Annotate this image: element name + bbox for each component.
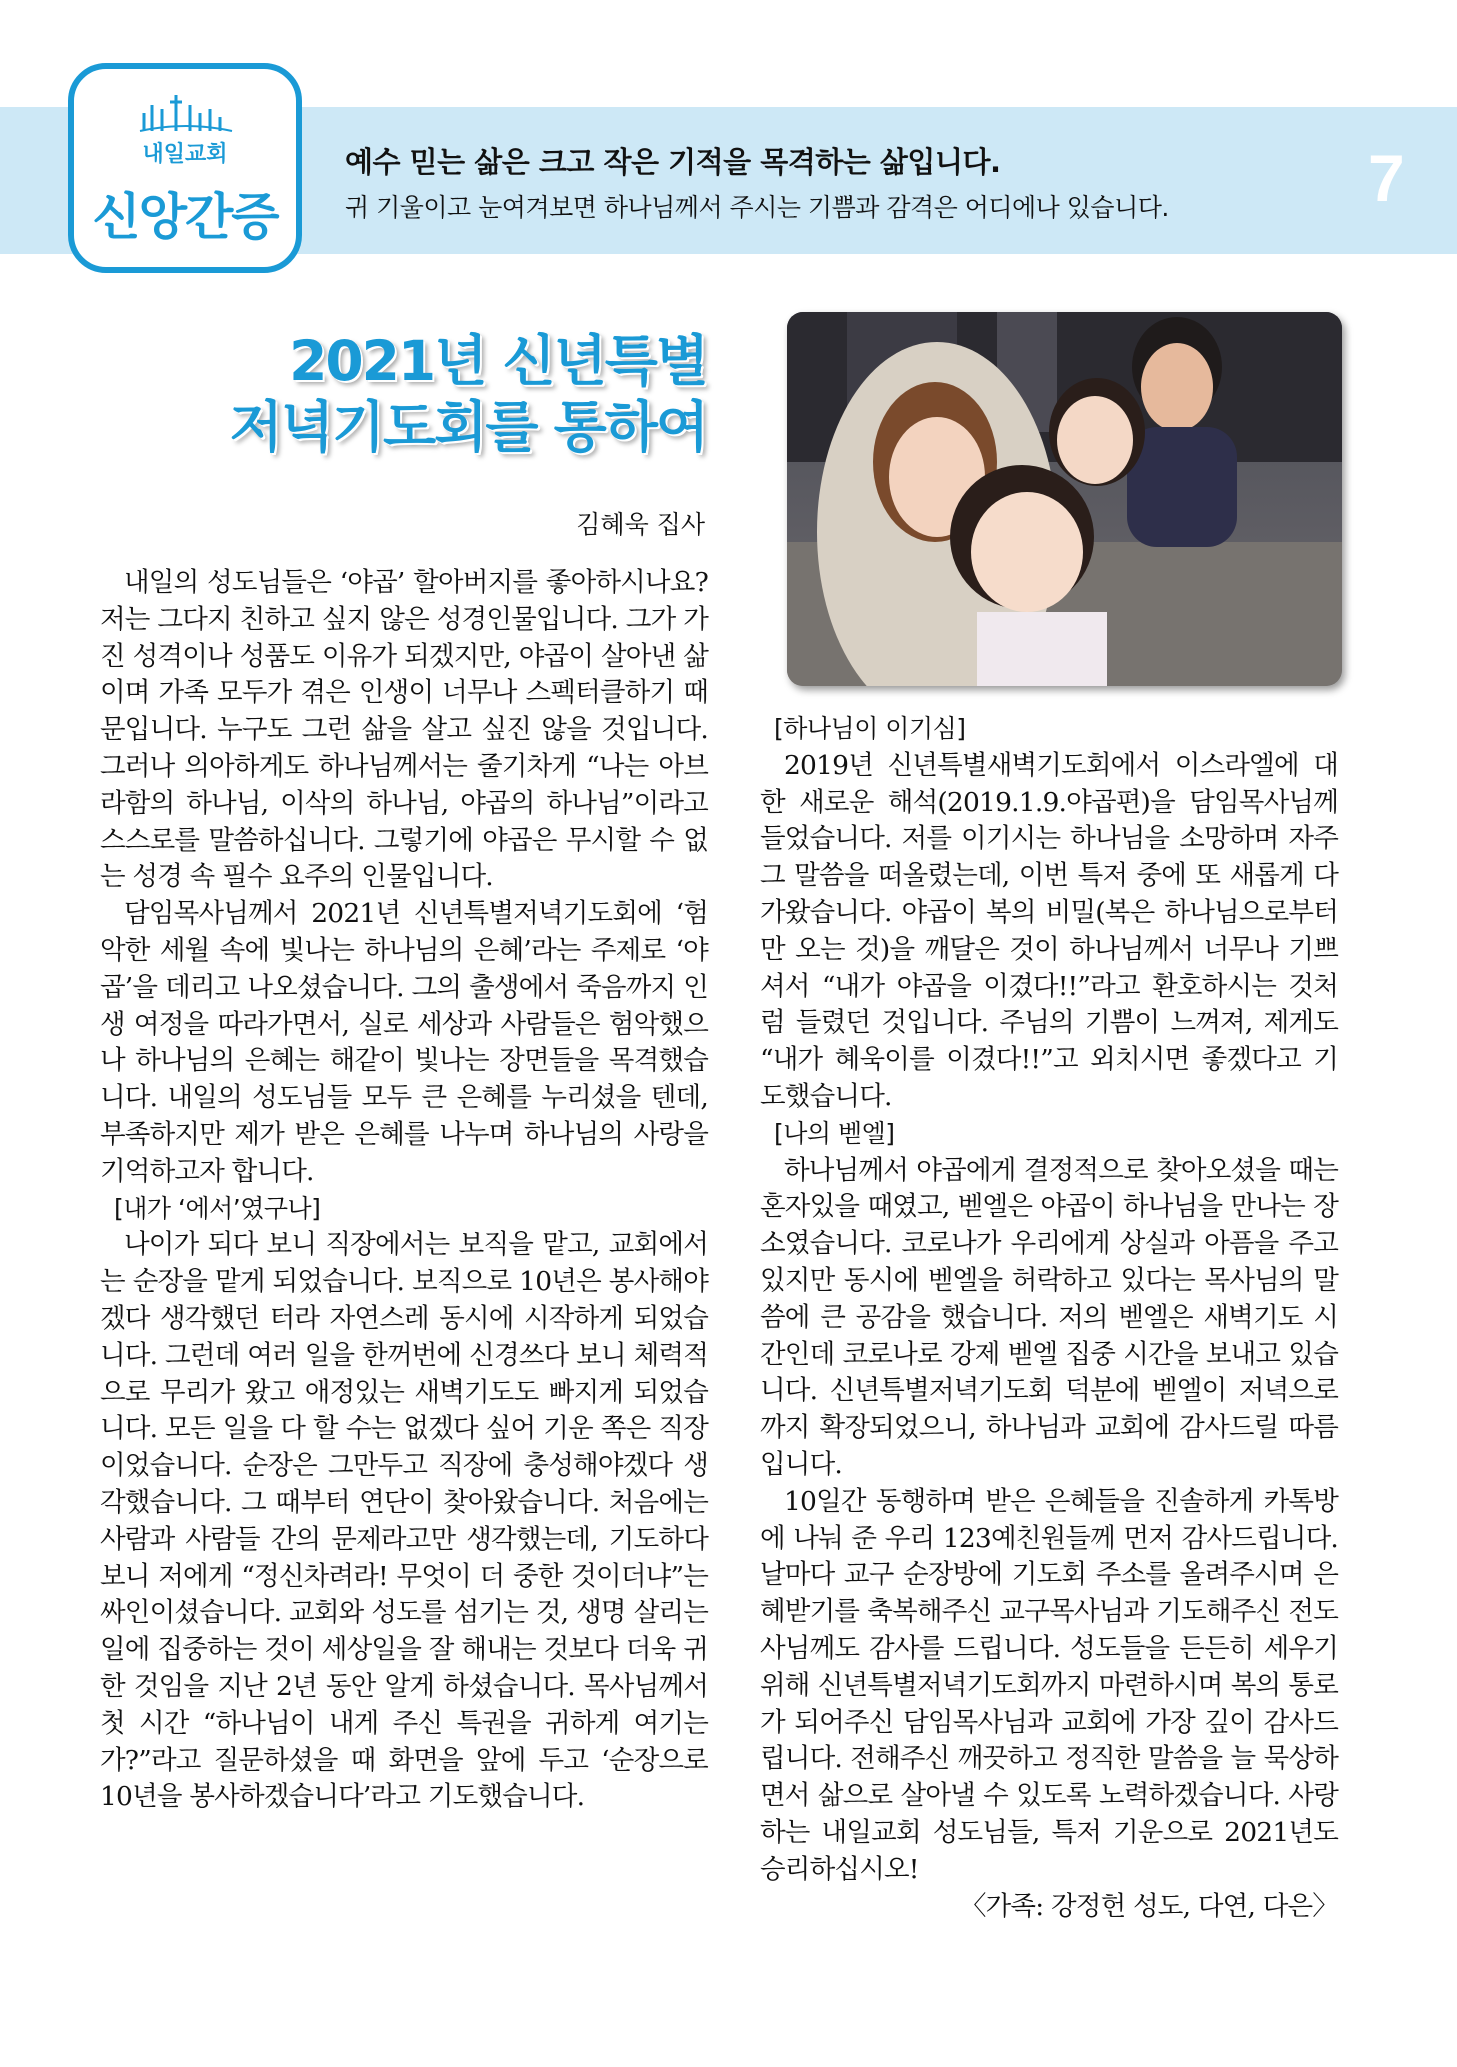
- article-title-line1: 2021년 신년특별: [289, 329, 707, 393]
- paragraph: 10일간 동행하며 받은 은혜들을 진솔하게 카톡방에 나눠 준 우리 123예친원들께 먼저 감사드립니다. 날마다 교구 순장방에 기도회 주소를 올려주시며 은혜받기를 축복해주신 교구목사님과 기도해주신 전도사님께도 감사를 드립니다. 성도들을 든든히 세우기 위해 신년특별저녁기도회까지 마련하시며 복의 통로가 되어주신 담임목사님과 교회에 가장 깊이 감사드립니다. 전해주신 깨끗하고 정직한 말씀을 늘 묵상하면서 삶으로 살아낼 수 있도록 노력하겠습니다. 사랑하는 내일교회 성도님들, 특저 기운으로 2021년도 승리하십시오!: [760, 1485, 1338, 1885]
- section-label: 신앙간증: [92, 188, 278, 246]
- article-author: 김혜욱 집사: [576, 510, 705, 539]
- subheading: [내가 ‘에서’였구나]: [114, 1193, 321, 1223]
- paragraph: 2019년 신년특별새벽기도회에서 이스라엘에 대한 새로운 해석(2019.1.9.야곱편)을 담임목사님께 들었습니다. 저를 이기시는 하나님을 소망하며 자주 그 말씀을 떠올렸는데, 이번 특저 중에 또 새롭게 다가왔습니다. 야곱이 복의 비밀(복은 하나님으로부터만 오는 것)을 깨달은 것이 하나님께서 너무나 기쁘셔서 “내가 야곱을 이겼다!!”라고 환호하시는 것처럼 들렸던 것입니다. 주님의 기쁨이 느껴져, 제게도 “내가 혜욱이를 이겼다!!”고 외치시면 좋겠다고 기도했습니다.: [760, 749, 1338, 1112]
- church-skyline-icon: [136, 91, 236, 135]
- page-number: 7: [1368, 141, 1405, 215]
- article-title-line2: 저녁기도회를 통하여: [229, 395, 707, 459]
- subheading: [나의 벧엘]: [774, 1118, 895, 1148]
- church-name: 내일교회: [142, 141, 228, 166]
- paragraph: 나이가 되다 보니 직장에서는 보직을 맡고, 교회에서는 순장을 맡게 되었습니다. 보직으로 10년은 봉사해야겠다 생각했던 터라 자연스레 동시에 시작하게 되었습니다. 그런데 여러 일을 한꺼번에 신경쓰다 보니 체력적으로 무리가 왔고 애정있는 새벽기도도 빠지게 되었습니다. 모든 일을 다 할 수는 없겠다 싶어 기운 쪽은 직장이었습니다. 순장은 그만두고 직장에 충성해야겠다 생각했습니다. 그 때부터 연단이 찾아왔습니다. 처음에는 사람과 사람들 간의 문제라고만 생각했는데, 기도하다보니 저에게 “정신차려라! 무엇이 더 중한 것이더냐”는 싸인이셨습니다. 교회와 성도를 섬기는 것, 생명 살리는 일에 집중하는 것이 세상일을 잘 해내는 것보다 더욱 귀한 것임을 지난 2년 동안 알게 하셨습니다. 목사님께서 첫 시간 “하나님이 내게 주신 특권을 귀하게 여기는가?”라고 질문하셨을 때 화면을 앞에 두고 ‘순장으로 10년을 봉사하겠습니다’라고 기도했습니다.: [100, 1229, 708, 1813]
- subheading: [하나님이 이기심]: [774, 714, 966, 743]
- header-tagline-sub: 귀 기울이고 눈여겨보면 하나님께서 주시는 기쁨과 감격은 어디에나 있습니다.: [345, 193, 1169, 222]
- header-tagline-main: 예수 믿는 삶은 크고 작은 기적을 목격하는 삶입니다.: [345, 145, 1001, 179]
- family-signature: 〈가족: 강정헌 성도, 다연, 다은〉: [959, 1890, 1338, 1922]
- family-photo-illustration: [787, 312, 1342, 686]
- family-photo: [787, 312, 1342, 686]
- paragraph: 하나님께서 야곱에게 결정적으로 찾아오셨을 때는 혼자있을 때였고, 벧엘은 야곱이 하나님을 만나는 장소였습니다. 코로나가 우리에게 상실과 아픔을 주고 있지만 동시에 벧엘을 허락하고 있다는 목사님의 말씀에 큰 공감을 했습니다. 저의 벧엘은 새벽기도 시간인데 코로나로 강제 벧엘 집중 시간을 보내고 있습니다. 신년특별저녁기도회 덕분에 벧엘이 저녁으로까지 확장되었으니, 하나님과 교회에 감사드릴 따름입니다.: [760, 1154, 1338, 1480]
- article-left-column: [100, 565, 708, 1816]
- church-logo-box: [68, 63, 302, 273]
- article-right-column: [760, 711, 1338, 1925]
- article-title: [230, 328, 707, 460]
- paragraph: 담임목사님께서 2021년 신년특별저녁기도회에 ‘험악한 세월 속에 빛나는 하나님의 은혜’라는 주제로 ‘야곱’을 데리고 나오셨습니다. 그의 출생에서 죽음까지 인생 여정을 따라가면서, 실로 세상과 사람들은 험악했으나 하나님의 은혜는 해같이 빛나는 장면들을 목격했습니다. 내일의 성도님들 모두 큰 은혜를 누리셨을 텐데, 부족하지만 제가 받은 은혜를 나누며 하나님의 사랑을 기억하고자 합니다.: [100, 898, 708, 1187]
- paragraph: 내일의 성도님들은 ‘야곱’ 할아버지를 좋아하시나요? 저는 그다지 친하고 싶지 않은 성경인물입니다. 그가 가진 성격이나 성품도 이유가 되겠지만, 야곱이 살아낸 삶이며 가족 모두가 겪은 인생이 너무나 스펙터클하기 때문입니다. 누구도 그런 삶을 살고 싶진 않을 것입니다. 그러나 의아하게도 하나님께서는 줄기차게 “나는 아브라함의 하나님, 이삭의 하나님, 야곱의 하나님”이라고 스스로를 말씀하십니다. 그렇기에 야곱은 무시할 수 없는 성경 속 필수 요주의 인물입니다.: [100, 567, 708, 893]
